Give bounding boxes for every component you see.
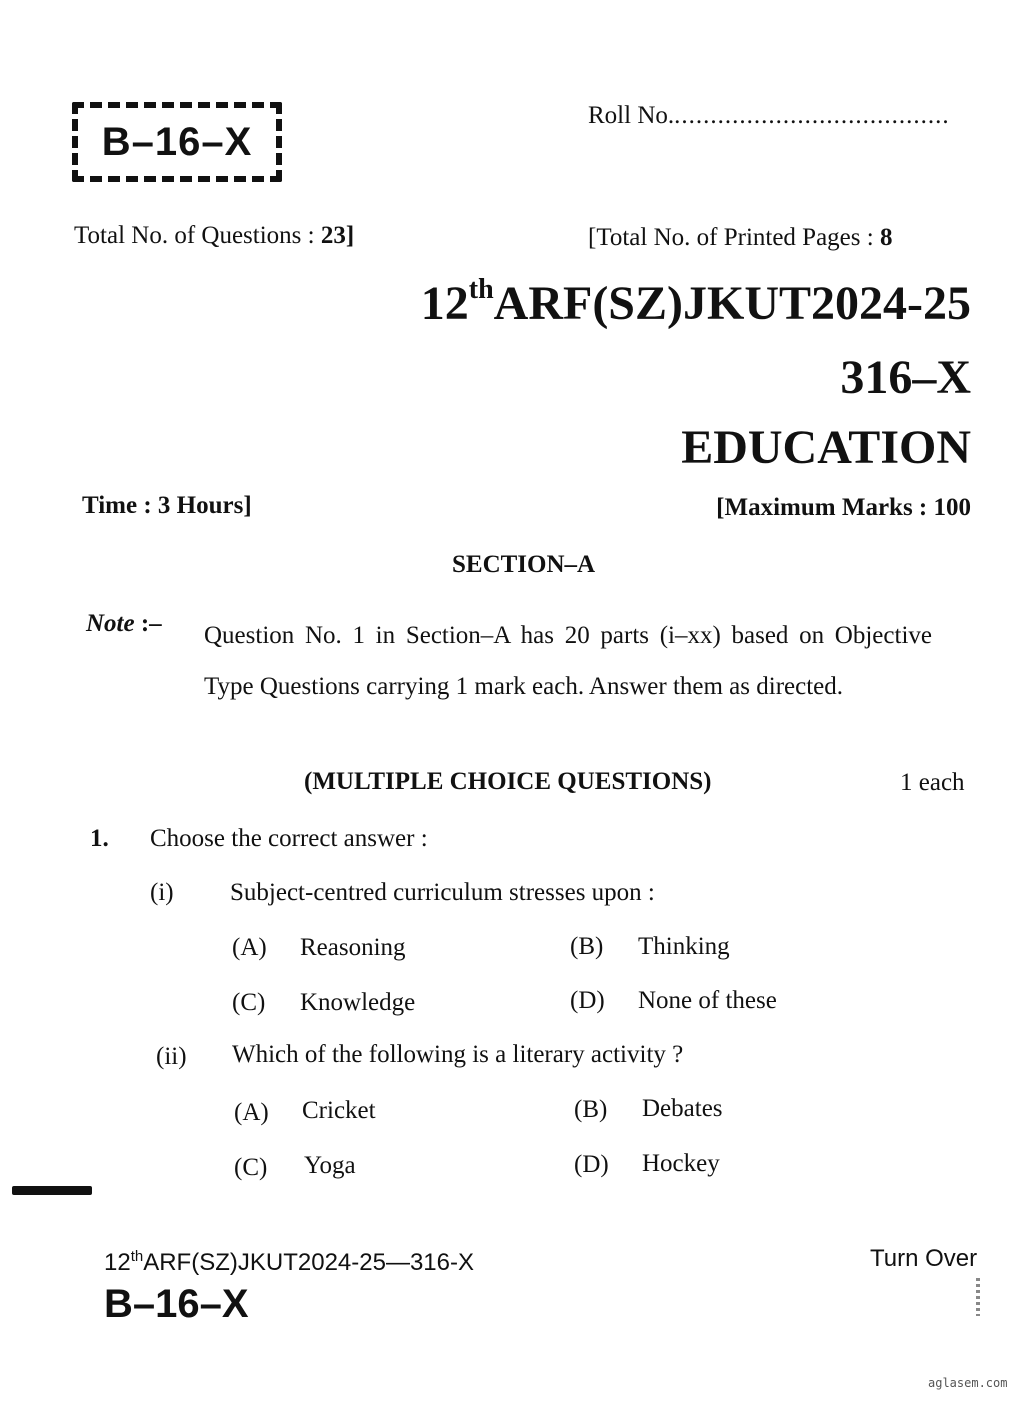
- time-allowed: Time : 3 Hours]: [82, 492, 252, 519]
- roll-number-blank: ......................................: [674, 102, 950, 129]
- option-key: (B): [570, 933, 604, 960]
- note-text: Question No. 1 in Section–A has 20 parts (i–xx) based on Objective Type Questions carrying 1 mark each. Answer them as directed.: [204, 622, 932, 700]
- printed-pages: [588, 224, 892, 252]
- printed-pages-label: [Total No. of Printed Pages :: [588, 224, 880, 251]
- paper-set-code: B–16–X: [101, 119, 253, 164]
- option-text: None of these: [638, 987, 777, 1014]
- turn-over-label: Turn Over: [870, 1245, 978, 1272]
- mcq-heading: (MULTIPLE CHOICE QUESTIONS): [304, 768, 712, 795]
- total-questions-value: 23]: [320, 222, 355, 249]
- section-title: SECTION–A: [452, 551, 596, 578]
- course-code-rest: ARF(SZ)JKUT2024-25: [493, 277, 971, 330]
- option-text: Reasoning: [300, 934, 406, 961]
- subject-title: EDUCATION: [681, 421, 971, 474]
- footer-code-rest: ARF(SZ)JKUT2024-25—316-X: [143, 1249, 474, 1276]
- note-label: [86, 610, 162, 638]
- scan-edge-mark: [976, 1278, 980, 1316]
- footer-set-code: B–16–X: [104, 1282, 249, 1326]
- total-questions: [74, 222, 354, 250]
- footer-code-prefix: 12: [104, 1249, 131, 1276]
- printed-pages-value: 8: [879, 224, 893, 251]
- question-text: Choose the correct answer :: [150, 825, 428, 852]
- paper-code: 316–X: [840, 351, 971, 404]
- roll-number-line: [588, 102, 950, 130]
- mcq-marks: 1 each: [900, 769, 965, 796]
- note-separator: :–: [134, 610, 162, 637]
- option-key: (C): [234, 1154, 268, 1181]
- option-key: (C): [232, 989, 266, 1016]
- part-label: (ii): [156, 1043, 187, 1070]
- option-text: Hockey: [642, 1150, 720, 1177]
- option-key: (B): [574, 1096, 608, 1123]
- footer-code-sup: th: [130, 1248, 144, 1265]
- paper-set-code-box: [72, 102, 282, 182]
- part-text: Which of the following is a literary activity ?: [232, 1041, 684, 1068]
- roll-number-label: Roll No.: [588, 102, 675, 129]
- option-text: Thinking: [638, 933, 730, 960]
- maximum-marks: [Maximum Marks : 100: [716, 494, 971, 521]
- part-text: Subject-centred curriculum stresses upon :: [230, 879, 655, 906]
- course-code-sup: th: [468, 274, 494, 305]
- course-code-prefix: 12: [420, 277, 469, 330]
- option-key: (A): [232, 934, 267, 961]
- note-word: Note: [86, 610, 135, 637]
- scan-margin-mark: [12, 1186, 92, 1195]
- course-code: [421, 276, 971, 331]
- option-key: (D): [570, 987, 605, 1014]
- option-text: Debates: [642, 1095, 723, 1122]
- question-number: 1.: [90, 825, 109, 852]
- part-label: (i): [150, 879, 174, 906]
- option-text: Cricket: [302, 1097, 376, 1124]
- option-key: (A): [234, 1099, 269, 1126]
- total-questions-label: Total No. of Questions :: [74, 222, 321, 249]
- option-text: Yoga: [304, 1152, 356, 1179]
- option-text: Knowledge: [300, 989, 416, 1016]
- footer-course-code: [104, 1248, 474, 1277]
- option-key: (D): [574, 1151, 609, 1178]
- watermark: aglasem.com: [928, 1376, 1008, 1390]
